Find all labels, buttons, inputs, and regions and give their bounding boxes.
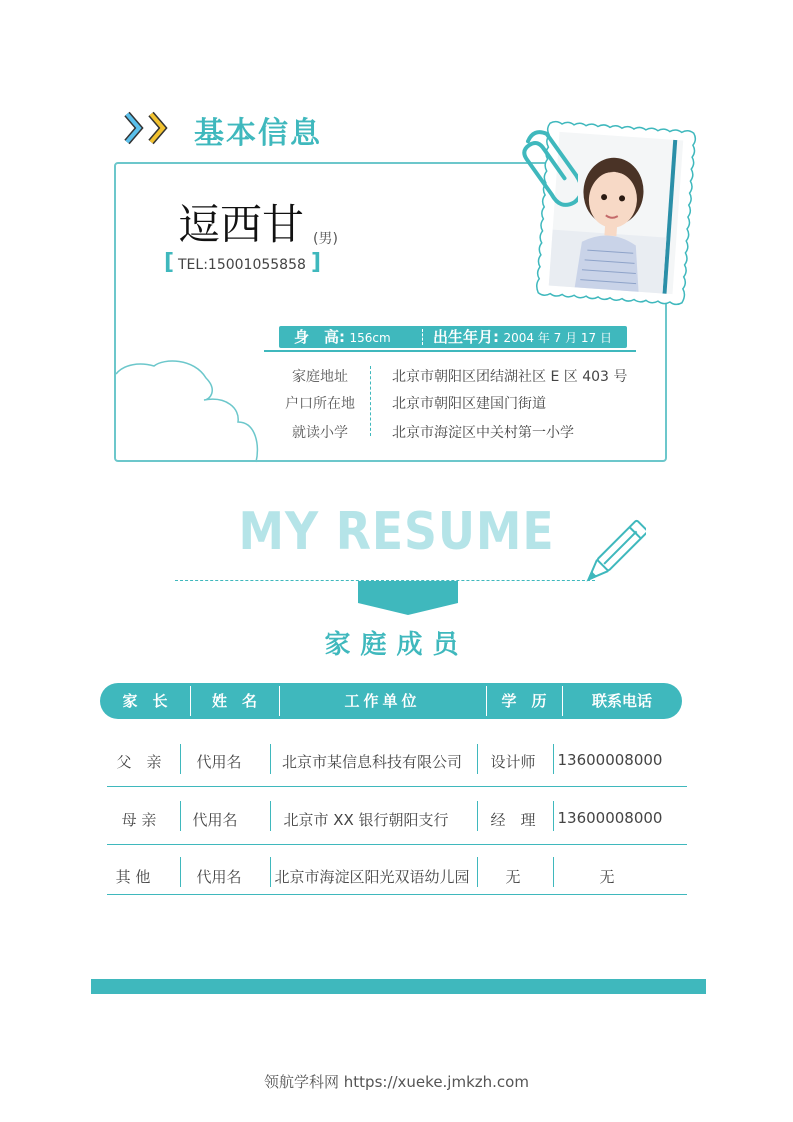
detail-label-hukou: 户口所在地 — [285, 396, 355, 412]
row1-phone: 13600008000 — [557, 751, 663, 769]
detail-label-school: 就读小学 — [292, 425, 348, 441]
bracket-left: [ — [164, 250, 175, 275]
header-phone: 联系电话 — [591, 692, 652, 710]
row2-phone: 13600008000 — [557, 809, 663, 827]
resume-banner-title: MY RESUME — [238, 502, 555, 562]
cloud-icon — [114, 360, 264, 464]
dob-stat — [433, 326, 612, 348]
detail-divider — [370, 366, 371, 436]
header-employer: 工作单位 — [344, 692, 421, 710]
dob-value: 2004 年 7 月 17 日 — [503, 331, 612, 345]
row-separator — [107, 844, 687, 845]
detail-value-hukou: 北京市朝阳区建国门街道 — [392, 396, 546, 412]
row2-relation: 母 亲 — [121, 811, 157, 829]
row1-relation: 父 亲 — [116, 753, 162, 771]
height-value: 156cm — [349, 331, 391, 345]
footer-text: 领航学科网 https://xueke.jmkzh.com — [264, 1073, 529, 1091]
row-separator — [107, 786, 687, 787]
family-section-title: 家庭成员 — [324, 630, 469, 660]
row3-phone: 无 — [599, 868, 615, 886]
phone-number: TEL:15001055858 — [178, 257, 306, 273]
row3-employer: 北京市海淀区阳光双语幼儿园 — [274, 868, 470, 886]
student-name: 逗西甘 — [178, 200, 305, 249]
section-tab-shape — [358, 581, 458, 615]
stats-divider — [422, 329, 423, 345]
height-stat — [294, 326, 391, 348]
header-relation: 家 长 — [122, 692, 168, 710]
paperclip-icon — [522, 125, 578, 213]
header-education: 学 历 — [501, 692, 547, 710]
detail-label-address: 家庭地址 — [292, 369, 348, 385]
row2-name: 代用名 — [192, 811, 238, 829]
dob-label: 出生年月: — [433, 328, 499, 346]
double-chevron-icon — [122, 110, 182, 146]
row3-education: 无 — [505, 868, 521, 886]
row3-name: 代用名 — [196, 868, 242, 886]
stats-underline — [264, 350, 636, 352]
row2-education: 经 理 — [490, 811, 536, 829]
gender-label: (男) — [313, 231, 338, 247]
row1-education: 设计师 — [490, 753, 536, 771]
basic-info-section-title: 基本信息 — [194, 116, 322, 151]
bracket-right: ] — [311, 250, 322, 275]
row1-employer: 北京市某信息科技有限公司 — [281, 753, 462, 771]
row-separator — [107, 894, 687, 895]
bottom-accent-bar — [91, 979, 706, 994]
height-label: 身 高: — [294, 328, 345, 346]
row1-name: 代用名 — [196, 753, 242, 771]
header-name: 姓 名 — [211, 692, 257, 710]
detail-value-address: 北京市朝阳区团结湖社区 E 区 403 号 — [392, 369, 628, 385]
row3-relation: 其 他 — [115, 868, 151, 886]
detail-value-school: 北京市海淀区中关村第一小学 — [392, 425, 574, 441]
pencil-icon — [582, 516, 646, 592]
row2-employer: 北京市 XX 银行朝阳支行 — [283, 811, 449, 829]
